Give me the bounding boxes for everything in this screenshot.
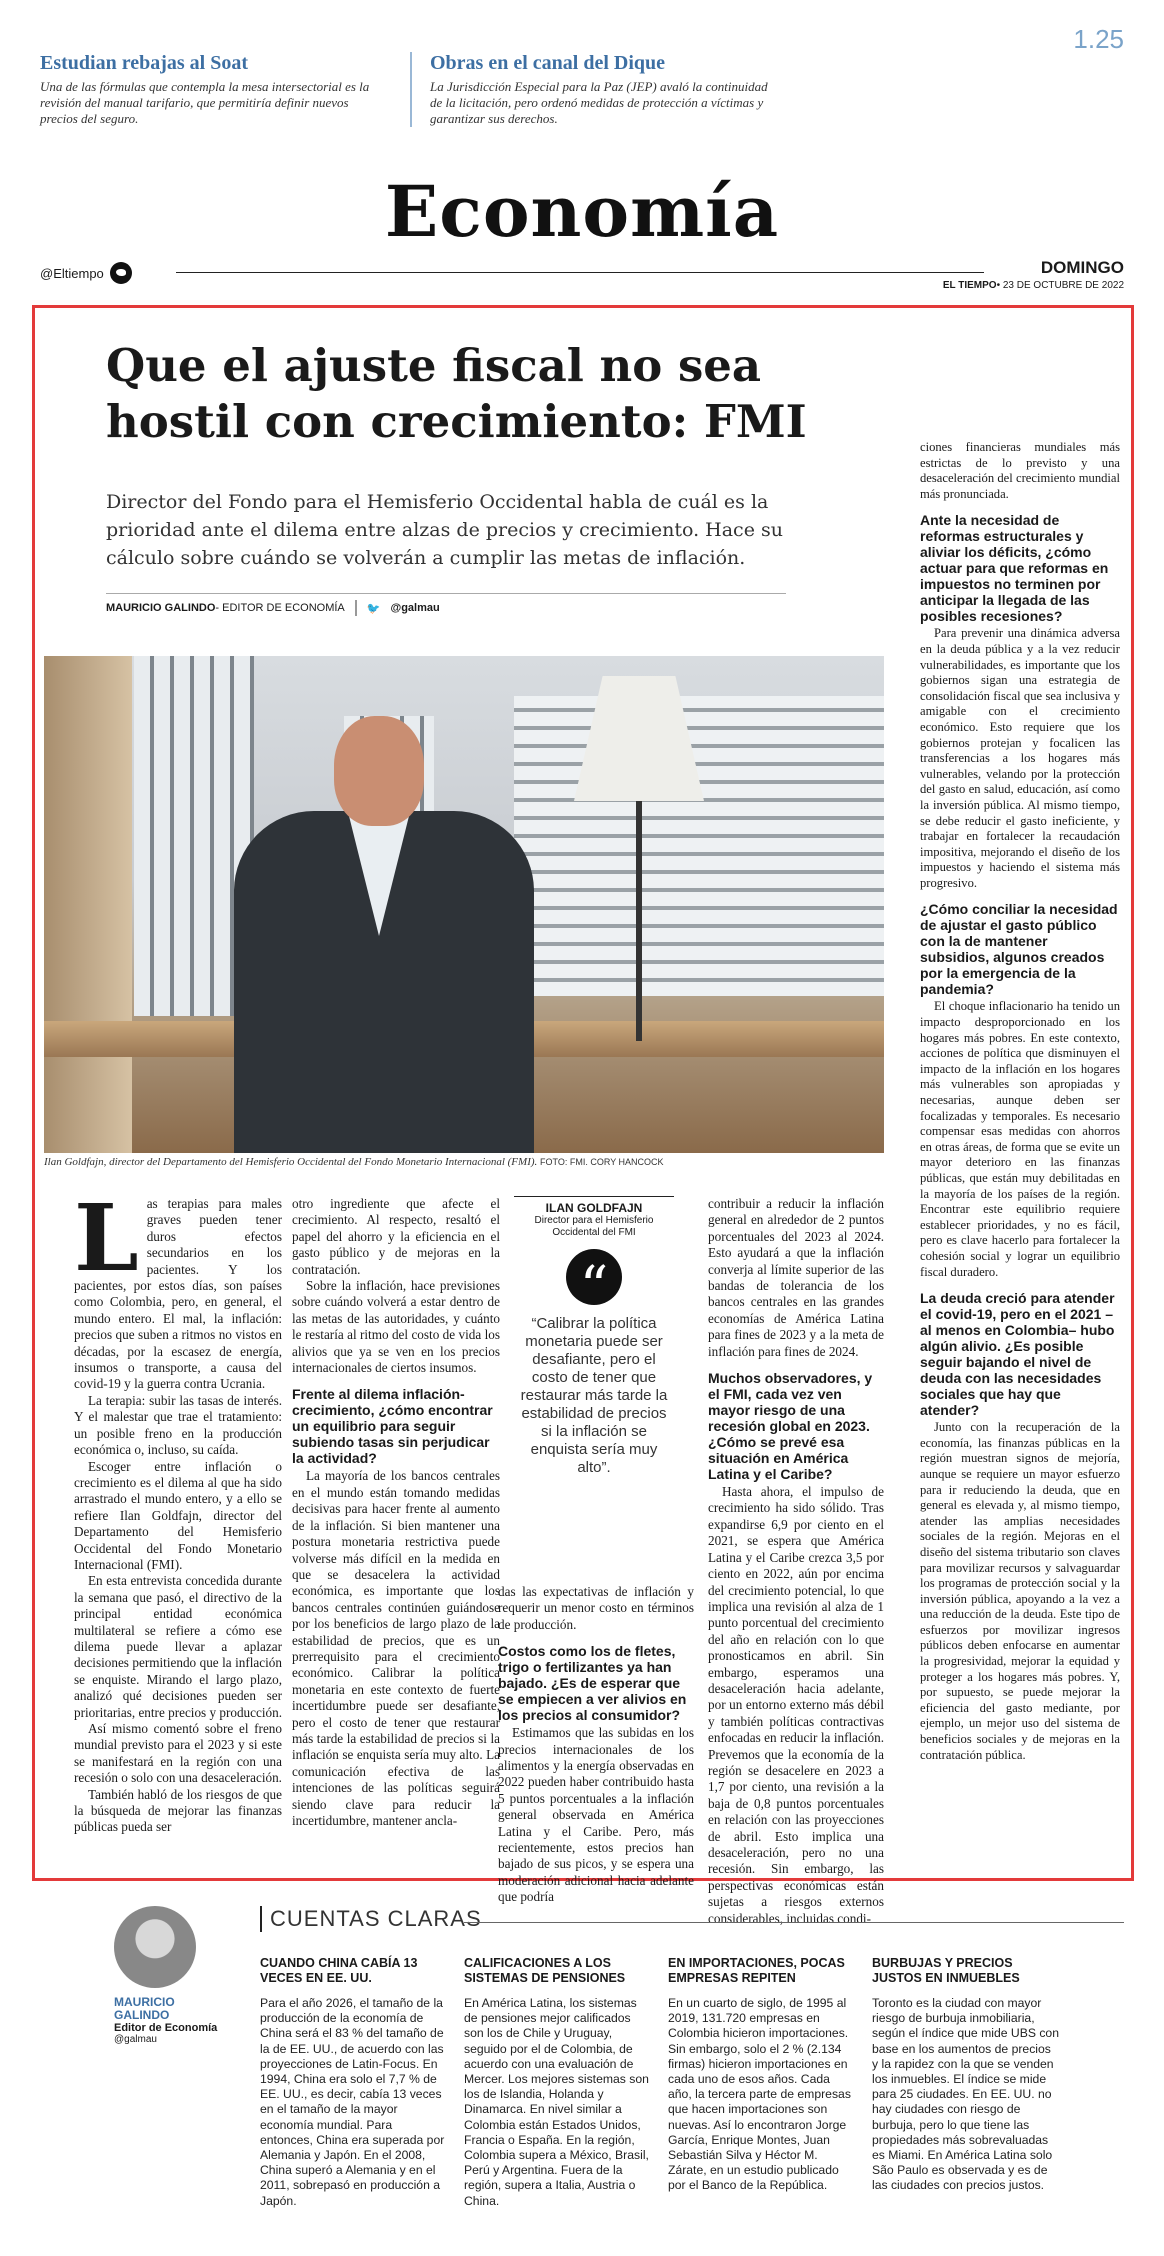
byline-divider [355, 600, 357, 616]
teaser-soat[interactable] [40, 52, 380, 127]
cc-column [668, 1956, 856, 2194]
question-heading: Costos como los de fletes, trigo o fertilizantes ya han bajado. ¿Es de esperar que se empiecen a ver alivios en los precios al consumidor? [498, 1643, 687, 1724]
paragraph: En esta entrevista concedida durante la semana que pasó, el directivo de la principal entidad económica multilateral se refiere a cómo ese dilema puede llevar a aplazar decisiones permitiendo que la inflación se enquiste. Mirando el largo plazo, analizó qué decisiones pueden ser prioritarias, entre precios y producción. [74, 1573, 282, 1720]
teaser-title[interactable]: Estudian rebajas al Soat [40, 52, 249, 74]
paragraph: Hasta ahora, el impulso de crecimiento ha sido sólido. Tras expandirse 6,9 por ciento en el 2021, se espera que América Latina y el Caribe crezca 3,5 por ciento en 2022, aún por encima del crecimiento potencial, lo que implica una revisión al alza de 1 punto porcentual del crecimiento del año en relación con lo que pronosticamos en abril. Sin embargo, esperamos una desaceleración hacia adelante, por un entorno externo más débil y también políticas contractivas enfocadas en reducir la inflación. Prevemos que la economía de la región se desacelere en 2023 a 1,7 por ciento, una revisión a la baja de 0,8 puntos porcentuales en relación con las proyecciones de abril. Esto implica una desaceleración, pero no una recesión. Sin embargo, las perspectivas económicas están sujetas a riesgos externos considerables, incluidas condi- [708, 1484, 884, 1926]
article-headline: Que el ajuste fiscal no sea hostil con crecimiento: FMI [106, 339, 807, 448]
cc-column-text: Para el año 2026, el tamaño de la producción de la economía de China será el 83 % del tamaño de la de EE. UU., de acuerdo con las proyecciones de Latin-Focus. En 1994, China era solo el 7,7 % de EE. UU., es decir, cabía 13 veces en el tamaño de la mayor economía mundial. Para entonces, China era superada por Alemania y Japón. En el 2008, China superó a Alemania y en el 2011, sobrepasó en producción a Japón. [260, 1996, 445, 2208]
paragraph: das las expectativas de inflación y requerir un menor costo en términos de producción. [498, 1584, 694, 1632]
cc-column-title: EN IMPORTACIONES, POCAS EMPRESAS REPITEN [668, 1956, 845, 1985]
divider [176, 272, 984, 273]
twitter-icon [110, 262, 132, 284]
author-avatar [114, 1906, 196, 1988]
lamp-shade [574, 676, 704, 801]
teaser-dique[interactable] [410, 52, 770, 127]
article-column-4 [708, 1196, 884, 1927]
paper-name: EL TIEMPO [942, 280, 997, 291]
drop-cap: L [74, 1184, 139, 1292]
paragraph: Junto con la recuperación de la economía, las finanzas públicas en la región muestran signos de mejoría, aunque se requiere un mayor esfuerzo para ir reduciendo la deuda, que en general es elevada y, al mismo tiempo, atender las amplias necesidades sociales de la región. Mejoras en el diseño del sistema tributario son claves para movilizar recursos y salvaguardar los programas de protección social y la inversión pública, apoyando a la vez a una reducción de la deuda. Este tipo de esfuerzos por movilizar ingresos públicos deben enfocarse en aumentar la progresividad, mejorar la equidad y proteger a los hogares más pobres. Y, por supuesto, se puede mejorar la eficiencia del gasto mediante, por ejemplo, un mejor uso del sistema de beneficios sociales y de mejoras en la contratación pública. [920, 1420, 1120, 1762]
teaser-text: La Jurisdicción Especial para la Paz (JEP) avaló la continuidad de la licitación, pero ordenó medidas de protección a víctimas y garantizar sus derechos. [430, 79, 768, 126]
twitter-handle-text: @Eltiempo [40, 265, 104, 281]
cc-column [872, 1956, 1060, 2194]
pull-quote [514, 1196, 674, 1477]
article-column-1 [74, 1184, 282, 1836]
paragraph: Estimamos que las subidas en los precios internacionales de los alimentos y la energía observadas en 2022 pueden haber contribuido hasta 5 puntos porcentuales a la inflación general observada en América Latina y el Caribe. Pero, más recientemente, estos precios han bajado de sus picos, y se espera una moderación adicional hacia adelante que podría [498, 1725, 694, 1905]
question-heading: La deuda creció para atender el covid-19, pero en el 2021 –al menos en Colombia– hubo algún alivio. ¿Es posible seguir bajando el nivel de deuda con las necesidades sociales que hay que atender? [920, 1290, 1115, 1419]
teasers [40, 52, 1120, 127]
cc-column-text: Toronto es la ciudad con mayor riesgo de burbuja inmobiliaria, según el índice que mide UBS con base en los aumentos de precios y la rapidez con la que se venden los inmuebles. El índice se mide para 25 ciudades. En EE. UU. no hay ciudades con riesgo de burbuja, pero lo que tiene las propiedades más sobrevaluadas es Miami. En América Latina solo São Paulo es observada y es de las ciudades con precios justos. [872, 1996, 1059, 2193]
paragraph: La terapia: subir las tasas de interés. Y el malestar que trae el tratamiento: un posible freno en la producción económica o, incluso, su caída. [74, 1392, 282, 1458]
paragraph: ciones financieras mundiales más estrictas de lo previsto y una desaceleración del crecimiento mundial más pronunciada. [920, 440, 1120, 501]
caption-text: Ilan Goldfajn, director del Departamento del Hemisferio Occidental del Fondo Monetario Internacional (FMI). [44, 1156, 538, 1168]
photo-credit: FOTO: FMI. CORY HANCOCK [540, 1157, 664, 1167]
question-heading: Ante la necesidad de reformas estructurales y aliviar los déficits, ¿cómo actuar para que reformas en impuestos no terminen por anticipar la llegada de las posibles recesiones? [920, 512, 1109, 625]
cc-column-text: En un cuarto de siglo, de 1995 al 2019, 131.720 empresas en Colombia hicieron importaciones. Sin embargo, solo el 2 % (2.134 firmas) hicieron importaciones en cada uno de esos años. Cada año, la tercera parte de empresas que hacen importaciones son nuevas. Así lo encontraron Jorge García, Enrique Montes, Juan Sebastián Silva y Héctor M. Zárate, en un estudio publicado por el Banco de la República. [668, 1996, 851, 2193]
teaser-title[interactable]: Obras en el canal del Dique [430, 52, 666, 74]
date-line [943, 280, 1124, 291]
twitter-handle[interactable] [40, 262, 132, 284]
day-label: DOMINGO [1040, 258, 1124, 277]
paragraph: El choque inflacionario ha tenido un impacto desproporcionado en los hogares más pobres. En este contexto, acciones de política que disminuyen el impacto de la inflación en los hogares más vulnerables son apropiadas y necesarias, aunque deben ser focalizadas y temporales. Es necesario compensar esas medidas con ahorros en otras áreas, de forma que se evite un mayor deterioro en las finanzas públicas, que están muy debilitadas en la mayoría de los países de la región. Encontrar este equilibrio requiere establecer prioridades, y no es fácil, pero es clave hacerlo para fortalecer la cohesión social y lograr un equilibrio fiscal duradero. [920, 999, 1120, 1279]
article-column-3 [498, 1584, 694, 1906]
byline [106, 593, 786, 616]
cuentas-claras-section [44, 1892, 1124, 2252]
paragraph: otro ingrediente que afecte el crecimiento. Al respecto, resaltó el papel del ahorro y la eficiencia en el gasto público y de mejoras en la contratación. [292, 1196, 500, 1277]
photo-caption [44, 1156, 664, 1168]
paragraph: Sobre la inflación, hace previsiones sobre cuándo volverá a estar dentro de las metas de las autoridades, y cuánto le restaría al ritmo del costo de vida los alivios que ya se ven en los precios internacionales de ciertos insumos. [292, 1278, 500, 1376]
cc-author-twitter[interactable]: @galmau [114, 2034, 157, 2045]
question-heading: ¿Cómo conciliar la necesidad de ajustar el gasto público con la de mantener subsidios, algunos creados por la emergencia de la pandemia? [920, 901, 1118, 998]
paragraph: Para prevenir una dinámica adversa en la deuda pública y a la vez reducir vulnerabilidades, es importante que los gobiernos sigan una estrategia de consolidación fiscal que sea inclusiva y amigable con el crecimiento económico. Esto requiere que los gobiernos protejan y focalicen las transferencias a los hogares más vulnerables, velando por la protección del gasto en salud, educación, así como la inversión pública. Al mismo tiempo, se debe reducir el gasto ineficiente, y trabajar en fortalecer la recaudación impositiva, mejorando el diseño de los impuestos y haciendo el sistema más progresivo. [920, 626, 1120, 890]
author-twitter[interactable]: @galmau [390, 602, 440, 614]
section-bar [40, 258, 1124, 298]
cc-column [464, 1956, 652, 2209]
person-figure [214, 716, 554, 1153]
section-title: Economía [384, 170, 780, 253]
article-deck: Director del Fondo para el Hemisferio Occidental habla de cuál es la prioridad ante el dilema entre alzas de precios y crecimiento. Hace su cálculo sobre cuándo se volverán a cumplir las metas de inflación. [106, 491, 783, 569]
question-heading: Muchos observadores, y el FMI, cada vez ven mayor riesgo de una recesión global en 2023. ¿Cómo se prevé esa situación en América Latina y el Caribe? [708, 1370, 873, 1483]
question-heading: Frente al dilema inflación-crecimiento, ¿cómo encontrar un equilibrio para seguir subiendo tasas sin perjudicar la actividad? [292, 1386, 493, 1467]
paragraph: as terapias para males graves pueden tener duros efectos secundarios en los pacientes. Y los pacientes, por estos días, son países como Colombia, pero, en general, el mundo entero. El mal, la inflación: precios que suben a ritmos no vistos en décadas, por la escasez de energía, insumos o transporte, a causa del covid-19 y la guerra contra Ucrania. [74, 1196, 282, 1392]
quote-text: “Calibrar la política monetaria puede ser desafiante, pero el costo de tener que restaurar más tarde la estabilidad de precios si la inflación se enquista sería muy alto”. [520, 1315, 668, 1476]
twitter-bird-icon: 🐦 [366, 603, 381, 615]
cc-column-title: CUANDO CHINA CABÍA 13 VECES EN EE. UU. [260, 1956, 418, 1985]
page-number: 1.25 [1073, 24, 1124, 54]
paragraph: Así mismo comentó sobre el freno mundial previsto para el 2023 y si este se manifestará en la región con una recesión o solo con una desaceleración. [74, 1721, 282, 1786]
lamp-pole [636, 801, 642, 1041]
article-column-2 [292, 1196, 500, 1829]
paragraph: Escoger entre inflación o crecimiento es el dilema al que ha sido arrastrado el mundo entero, y a ello se refiere Ilan Goldfajn, director del Departamento del Hemisferio Occidental del Fondo Monetario Internacional (FMI). [74, 1458, 282, 1572]
cc-column-title: BURBUJAS Y PRECIOS JUSTOS EN INMUEBLES [872, 1956, 1020, 1985]
cc-author [114, 1996, 217, 2045]
cc-column [260, 1956, 448, 2209]
quote-name: ILAN GOLDFAJN [514, 1196, 674, 1215]
cc-author-name: MAURICIO GALINDO [114, 1995, 175, 2022]
paragraph: También habló de los riesgos de que la búsqueda de mejorar las finanzas públicas pueda ser [74, 1786, 282, 1835]
teaser-text: Una de las fórmulas que contempla la mesa intersectorial es la revisión del manual tarifario, que permitiría definir nuevos precios del seguro. [40, 79, 370, 126]
date-text: • 23 DE OCTUBRE DE 2022 [996, 280, 1124, 291]
author-name: MAURICIO GALINDO [106, 602, 216, 614]
paragraph: contribuir a reducir la inflación general en alrededor de 2 puntos porcentuales del 2023 al 2024. Esto ayudará a que la inflación converja al límite superior de las bandas de tolerancia de los bancos centrales en las grandes economías de América Latina para fines de 2023 y a la meta de inflación para fines de 2024. [708, 1196, 884, 1359]
article-column-5 [920, 440, 1120, 1763]
quote-icon: “ [566, 1249, 622, 1305]
author-role: - EDITOR DE ECONOMÍA [215, 602, 345, 614]
article-photo [44, 656, 884, 1153]
cc-column-text: En América Latina, los sistemas de pensiones mejor calificados son los de Chile y Uruguay, seguido por el de Colombia, de acuerdo con una evaluación de Mercer. Los mejores sistemas son los de Islandia, Holanda y Dinamarca. En nivel similar a Colombia están Estados Unidos, Francia o España. En la región, Colombia supera a México, Brasil, Perú y Argentina. Fuera de la región, supera a Italia, Austria o China. [464, 1996, 649, 2208]
quote-role: Director para el Hemisferio Occidental del FMI [534, 1215, 654, 1238]
divider [464, 1922, 1124, 1923]
cc-column-title: CALIFICACIONES A LOS SISTEMAS DE PENSIONES [464, 1956, 626, 1985]
paragraph: La mayoría de los bancos centrales en el mundo están tomando medidas decisivas para hacer frente al aumento de la inflación. Si bien mantener una postura monetaria restrictiva puede volverse más difícil en la medida en que se desacelera la actividad económica, es importante que los bancos centrales continúen guiándose por los beneficios de largo plazo de la estabilidad de precios, que es un prerrequisito para el crecimiento económico. Calibrar la política monetaria en este contexto de fuerte incertidumbre puede ser desafiante, pero el costo de tener que restaurar más tarde la estabilidad de precios si la inflación se enquista sería muy alto. La comunicación efectiva de las intenciones de las políticas seguirá siendo clave para reducir la incertidumbre, mantener ancla- [292, 1468, 500, 1828]
cc-author-role: Editor de Economía [114, 2022, 218, 2034]
cc-title: CUENTAS CLARAS [260, 1906, 482, 1932]
